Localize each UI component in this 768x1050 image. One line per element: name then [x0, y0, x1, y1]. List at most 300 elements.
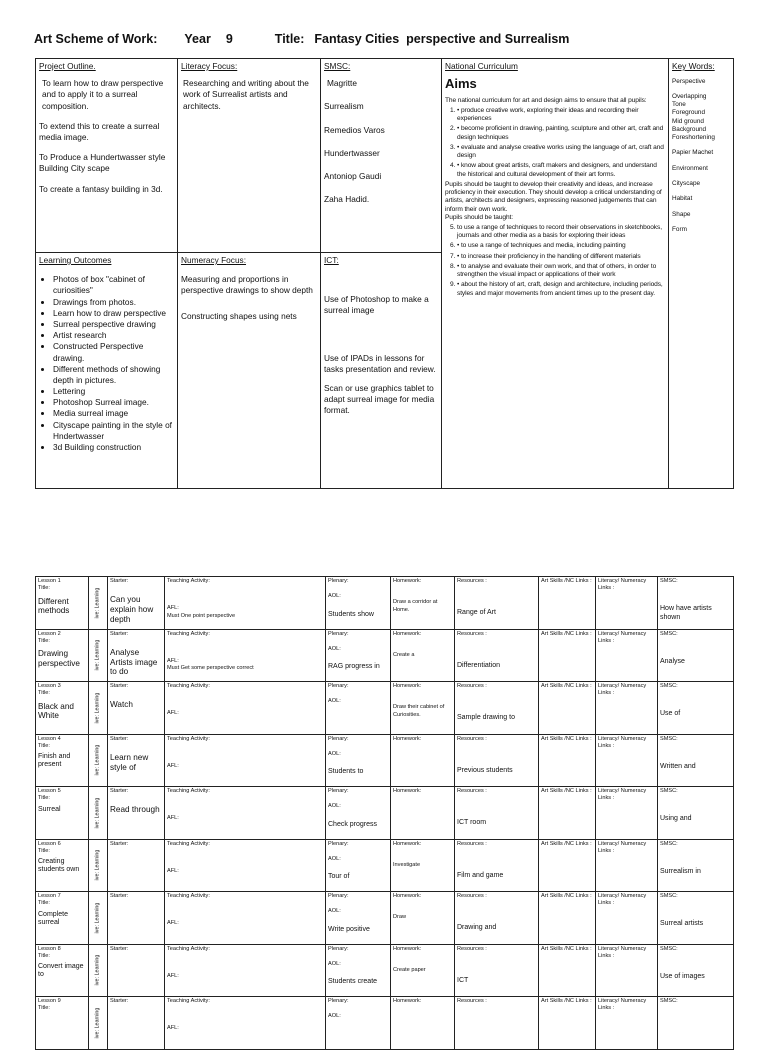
plenary-text: Students to	[328, 768, 364, 776]
homework-label: Homework:	[393, 945, 422, 952]
literacy-numeracy-cell	[596, 787, 658, 840]
lesson-row	[36, 839, 734, 892]
homework-cell	[391, 629, 455, 682]
literacy-numeracy-cell	[596, 892, 658, 945]
lesson-title-label: Title:	[38, 847, 50, 854]
homework-label: Homework:	[393, 630, 422, 637]
objective-vertical-label: ive: Learning	[94, 692, 101, 724]
aol-label: AOL:	[328, 750, 341, 757]
outcome-item: • Photos of box "cabinet of curiosities"	[53, 274, 174, 296]
resources-label: Resources :	[457, 945, 487, 952]
aol-label: AOL:	[328, 593, 341, 600]
smsc-item: Antoniop Gaudi	[324, 170, 382, 181]
starter-label: Starter:	[110, 683, 129, 689]
objective-vertical-cell	[89, 787, 108, 840]
objective-vertical-label: ive: Learning	[94, 587, 101, 619]
key-word: Perspective	[672, 78, 706, 86]
learning-outcomes-cell	[36, 253, 178, 489]
smsc-lesson-cell	[658, 839, 734, 892]
smsc-lesson-cell	[658, 892, 734, 945]
lesson-title-cell	[36, 892, 89, 945]
plenary-label: Plenary:	[328, 578, 349, 584]
resources-label: Resources :	[457, 630, 487, 637]
smsc-lesson-label: SMSC:	[660, 683, 678, 689]
homework-label: Homework:	[393, 683, 422, 689]
art-skills-cell	[539, 997, 596, 1050]
smsc-lesson-cell	[658, 577, 734, 630]
starter-text: Can you explain how depth	[110, 595, 154, 624]
scheme-label: Art Scheme of Work:	[34, 32, 158, 46]
objective-vertical-cell	[89, 839, 108, 892]
smsc-lesson-label: SMSC:	[660, 578, 678, 584]
resources-text: Film and game	[457, 871, 504, 879]
document-header	[34, 32, 569, 46]
lesson-title: Convert image to	[38, 963, 84, 979]
taught-item: 5. to use a range of techniques to record their observations in sketchbooks, journals and other media as a basis for exploring their ideas	[457, 224, 665, 240]
homework-cell	[391, 944, 455, 997]
starter-cell	[108, 577, 165, 630]
lesson-title: Complete surreal	[38, 910, 68, 926]
key-word: Papier Machet	[672, 149, 714, 157]
plenary-cell	[326, 892, 391, 945]
taught-label: Pupils should be taught:	[445, 213, 513, 221]
lesson-row	[36, 734, 734, 787]
lesson-number: Lesson 2	[38, 630, 61, 637]
homework-cell	[391, 892, 455, 945]
literacy-numeracy-label: Literacy/ Numeracy Links :	[598, 945, 647, 959]
plenary-cell	[326, 734, 391, 787]
lesson-title-cell	[36, 839, 89, 892]
objective-vertical-cell	[89, 734, 108, 787]
starter-label: Starter:	[110, 788, 129, 794]
literacy-numeracy-label: Literacy/ Numeracy Links :	[598, 683, 647, 697]
aol-label: AOL:	[328, 908, 341, 915]
objective-vertical-cell	[89, 944, 108, 997]
literacy-numeracy-cell	[596, 734, 658, 787]
afl-label: AFL:	[167, 867, 179, 874]
plenary-text: RAG progress in	[328, 663, 380, 671]
resources-text: Range of Art	[457, 609, 496, 617]
resources-label: Resources :	[457, 735, 487, 742]
plenary-cell	[326, 682, 391, 735]
starter-text: Learn new style of	[110, 752, 149, 772]
starter-cell	[108, 787, 165, 840]
literacy-numeracy-label: Literacy/ Numeracy Links :	[598, 735, 647, 749]
lesson-number: Lesson 1	[38, 578, 61, 584]
starter-text: Read through	[110, 805, 160, 815]
smsc-lesson-text: Using and	[660, 815, 692, 823]
homework-cell	[391, 997, 455, 1050]
lesson-title-cell	[36, 734, 89, 787]
afl-text: Must Get some perspective correct	[167, 665, 254, 672]
plenary-cell	[326, 839, 391, 892]
outcome-item: • Artist research	[53, 330, 174, 341]
homework-text: Draw a corridor at Home.	[393, 599, 438, 613]
lesson-title: Surreal	[38, 805, 61, 813]
key-word: Foreshortening	[672, 134, 715, 142]
aim-item: 2. • become proficient in drawing, painting, sculpture and other art, craft and design techniques	[457, 125, 665, 141]
lesson-title-label: Title:	[38, 900, 50, 907]
art-skills-cell	[539, 734, 596, 787]
overview-table	[35, 58, 734, 489]
resources-text: Differentiation	[457, 661, 501, 669]
afl-label: AFL:	[167, 605, 179, 612]
lesson-number: Lesson 9	[38, 998, 61, 1004]
title-value: Fantasy Cities perspective and Surrealism	[314, 32, 570, 46]
smsc-lesson-label: SMSC:	[660, 840, 678, 847]
literacy-numeracy-label: Literacy/ Numeracy Links :	[598, 788, 647, 802]
ict-cell	[321, 253, 442, 489]
key-word: Shape	[672, 210, 691, 218]
outcome-item: • Drawings from photos.	[53, 297, 174, 308]
homework-cell	[391, 839, 455, 892]
resources-cell	[455, 734, 539, 787]
smsc-lesson-label: SMSC:	[660, 998, 678, 1004]
homework-label: Homework:	[393, 788, 422, 794]
lesson-number: Lesson 7	[38, 893, 61, 899]
outcome-item: • Photoshop Surreal image.	[53, 397, 174, 408]
outcome-item: • Surreal perspective drawing	[53, 319, 174, 330]
lesson-title-cell	[36, 944, 89, 997]
plenary-label: Plenary:	[328, 630, 349, 637]
literacy-numeracy-label: Literacy/ Numeracy Links :	[598, 893, 647, 907]
resources-cell	[455, 997, 539, 1050]
homework-label: Homework:	[393, 578, 422, 584]
national-curriculum-heading: National Curriculum	[445, 61, 518, 71]
teaching-cell	[165, 944, 326, 997]
art-skills-cell	[539, 577, 596, 630]
plenary-cell	[326, 629, 391, 682]
art-skills-label: Art Skills /NC Links :	[541, 840, 592, 847]
smsc-lesson-text: Use of images	[660, 972, 705, 980]
homework-label: Homework:	[393, 998, 422, 1004]
literacy-focus-cell	[178, 59, 321, 253]
teaching-label: Teaching Activity:	[167, 683, 210, 689]
objective-vertical-label: ive: Learning	[94, 744, 101, 776]
resources-text: ICT room	[457, 819, 487, 827]
resources-cell	[455, 787, 539, 840]
teaching-label: Teaching Activity:	[167, 893, 210, 899]
objective-vertical-cell	[89, 629, 108, 682]
lesson-row	[36, 892, 734, 945]
smsc-heading: SMSC:	[324, 61, 351, 71]
plenary-cell	[326, 577, 391, 630]
teaching-cell	[165, 787, 326, 840]
art-skills-label: Art Skills /NC Links :	[541, 630, 592, 637]
title-label: Title:	[274, 32, 305, 46]
starter-cell	[108, 997, 165, 1050]
starter-label: Starter:	[110, 578, 129, 584]
smsc-item: Magritte	[327, 78, 357, 89]
homework-text: Create a	[393, 651, 415, 658]
homework-text: Create paper	[393, 966, 426, 973]
smsc-lesson-label: SMSC:	[660, 735, 678, 742]
numeracy-focus-heading: Numeracy Focus:	[181, 255, 247, 265]
learning-outcomes-heading: Learning Outcomes	[39, 255, 112, 265]
objective-vertical-cell	[89, 997, 108, 1050]
objective-vertical-label: ive: Learning	[94, 902, 101, 934]
taught-item: 9. • about the history of art, craft, design and architecture, including periods, styles and major movements from ancient times up to the present day.	[457, 281, 665, 297]
homework-cell	[391, 577, 455, 630]
aol-label: AOL:	[328, 855, 341, 862]
plenary-text: Students show	[328, 610, 374, 618]
aol-label: AOL:	[328, 698, 341, 705]
teaching-label: Teaching Activity:	[167, 945, 210, 952]
lesson-title-label: Title:	[38, 585, 50, 592]
lesson-title: Drawing perspective	[38, 649, 80, 668]
lessons-table	[35, 576, 734, 1050]
homework-cell	[391, 682, 455, 735]
lesson-row	[36, 787, 734, 840]
plenary-cell	[326, 787, 391, 840]
plenary-label: Plenary:	[328, 840, 349, 847]
objective-vertical-cell	[89, 682, 108, 735]
outline-paragraph: To learn how to draw perspective and to apply it to a surreal composition.	[42, 78, 164, 111]
afl-label: AFL:	[167, 815, 179, 822]
smsc-lesson-text: Use of	[660, 710, 681, 718]
plenary-label: Plenary:	[328, 788, 349, 794]
resources-label: Resources :	[457, 578, 487, 584]
lesson-title-label: Title:	[38, 637, 50, 644]
starter-label: Starter:	[110, 630, 129, 637]
art-skills-cell	[539, 629, 596, 682]
resources-text: Previous students	[457, 766, 513, 774]
aol-label: AOL:	[328, 645, 341, 652]
outline-paragraph: To create a fantasy building in 3d.	[39, 183, 163, 194]
ict-paragraph: Use of IPADs in lessons for tasks presentation and review.	[324, 352, 436, 374]
literacy-numeracy-label: Literacy/ Numeracy Links :	[598, 840, 647, 854]
aol-label: AOL:	[328, 960, 341, 967]
outcome-item: • Constructed Perspective drawing.	[53, 341, 174, 363]
outline-paragraph: To Produce a Hundertwasser style Building City scape	[39, 152, 166, 174]
key-word: Background	[672, 125, 707, 133]
numeracy-focus-cell	[178, 253, 321, 489]
art-skills-cell	[539, 787, 596, 840]
starter-label: Starter:	[110, 840, 129, 847]
literacy-numeracy-cell	[596, 629, 658, 682]
resources-text: Drawing and	[457, 924, 497, 932]
art-skills-label: Art Skills /NC Links :	[541, 945, 592, 952]
key-words-list	[672, 78, 730, 234]
smsc-cell	[321, 59, 442, 253]
smsc-lesson-label: SMSC:	[660, 630, 678, 637]
outcome-item: • Different methods of showing depth in pictures.	[53, 364, 174, 386]
lesson-row	[36, 997, 734, 1050]
literacy-numeracy-cell	[596, 839, 658, 892]
homework-text: Investigate	[393, 861, 421, 868]
starter-label: Starter:	[110, 945, 129, 952]
starter-cell	[108, 839, 165, 892]
project-outline-cell	[36, 59, 178, 253]
starter-text: Analyse Artists image to do	[110, 647, 158, 677]
smsc-item: Hundertwasser	[324, 147, 380, 158]
plenary-cell	[326, 997, 391, 1050]
outcome-item: • Lettering	[53, 386, 174, 397]
aol-label: AOL:	[328, 1013, 341, 1020]
key-word: Tone	[672, 100, 686, 108]
plenary-text: Students create	[328, 978, 378, 986]
homework-cell	[391, 734, 455, 787]
teaching-cell	[165, 734, 326, 787]
smsc-lesson-cell	[658, 734, 734, 787]
literacy-focus-text: Researching and writing about the work of Surrealist artists and architects.	[183, 78, 309, 111]
smsc-lesson-label: SMSC:	[660, 945, 678, 952]
starter-cell	[108, 892, 165, 945]
teaching-cell	[165, 682, 326, 735]
project-outline-heading: Project Outline.	[39, 61, 96, 71]
lesson-title: Black and White	[38, 701, 74, 721]
homework-label: Homework:	[393, 893, 422, 899]
resources-label: Resources :	[457, 893, 487, 899]
afl-label: AFL:	[167, 762, 179, 769]
lesson-title: Different methods	[38, 596, 70, 616]
key-word: Habitat	[672, 195, 693, 203]
lesson-number: Lesson 3	[38, 683, 61, 689]
objective-vertical-label: ive: Learning	[94, 954, 101, 986]
homework-text: Draw	[393, 914, 407, 921]
lesson-title-cell	[36, 787, 89, 840]
art-skills-label: Art Skills /NC Links :	[541, 683, 592, 689]
resources-cell	[455, 577, 539, 630]
objective-vertical-label: ive: Learning	[94, 849, 101, 881]
smsc-lesson-text: How have artists shown	[660, 605, 712, 621]
taught-item: 6. • to use a range of techniques and media, including painting	[457, 242, 665, 250]
aol-label: AOL:	[328, 803, 341, 810]
smsc-item: Zaha Hadid.	[324, 194, 370, 205]
lesson-number: Lesson 6	[38, 840, 61, 847]
lesson-title-label: Title:	[38, 690, 50, 697]
ict-heading: ICT:	[324, 255, 339, 265]
lesson-title-label: Title:	[38, 795, 50, 802]
key-words-heading: Key Words:	[672, 61, 715, 71]
literacy-numeracy-cell	[596, 682, 658, 735]
smsc-lesson-cell	[658, 682, 734, 735]
lesson-row	[36, 682, 734, 735]
aims-title: Aims	[445, 76, 477, 92]
learning-outcomes-list	[39, 274, 174, 453]
starter-label: Starter:	[110, 893, 129, 899]
plenary-text: Check progress	[328, 820, 378, 828]
resources-label: Resources :	[457, 683, 487, 689]
homework-label: Homework:	[393, 840, 422, 847]
afl-label: AFL:	[167, 657, 179, 664]
art-skills-cell	[539, 944, 596, 997]
aim-item: 1. • produce creative work, exploring their ideas and recording their experiences	[457, 107, 665, 123]
lesson-title-label: Title:	[38, 1005, 50, 1012]
teaching-label: Teaching Activity:	[167, 998, 210, 1004]
smsc-lesson-label: SMSC:	[660, 893, 678, 899]
year-value: 9	[225, 32, 233, 46]
key-word: Cityscape	[672, 180, 701, 188]
starter-text: Watch	[110, 700, 133, 710]
lesson-title-label: Title:	[38, 742, 50, 749]
aim-item: 3. • evaluate and analyse creative works using the language of art, craft and design	[457, 144, 665, 160]
curriculum-body	[445, 97, 665, 298]
art-skills-label: Art Skills /NC Links :	[541, 735, 592, 742]
lesson-title-cell	[36, 682, 89, 735]
afl-label: AFL:	[167, 972, 179, 979]
outcome-item: • Learn how to draw perspective	[53, 308, 174, 319]
plenary-text: Write positive	[328, 925, 370, 933]
literacy-numeracy-cell	[596, 997, 658, 1050]
smsc-lesson-text: Surreal artists	[660, 920, 704, 928]
curriculum-paragraph: Pupils should be taught to develop their creativity and ideas, and increase proficiency in their execution. They should develop a critical understanding of artists, architects and designers, expressing reasoned judgements that can inform their own work.	[445, 180, 662, 213]
afl-label: AFL:	[167, 920, 179, 927]
lesson-title-label: Title:	[38, 952, 50, 959]
starter-cell	[108, 734, 165, 787]
plenary-text: Tour of	[328, 873, 350, 881]
resources-text: ICT	[457, 976, 469, 984]
teaching-label: Teaching Activity:	[167, 578, 210, 584]
teaching-label: Teaching Activity:	[167, 630, 210, 637]
resources-cell	[455, 629, 539, 682]
literacy-focus-heading: Literacy Focus:	[181, 61, 238, 71]
outcome-item: • Media surreal image	[53, 408, 174, 419]
smsc-lesson-label: SMSC:	[660, 788, 678, 794]
smsc-lesson-cell	[658, 944, 734, 997]
national-curriculum-cell	[442, 59, 669, 489]
smsc-lesson-text: Surrealism in	[660, 867, 701, 875]
art-skills-cell	[539, 682, 596, 735]
aim-item: 4. • know about great artists, craft makers and designers, and understand the historical and cultural development of their art forms.	[457, 162, 665, 178]
objective-vertical-cell	[89, 577, 108, 630]
ict-paragraph: Scan or use graphics tablet to adapt surreal image for media format.	[324, 382, 435, 416]
taught-item: 8. • to analyse and evaluate their own work, and that of others, in order to strengthen the visual impact or applications of their work	[457, 263, 665, 279]
smsc-lesson-text: Analyse	[660, 657, 685, 665]
objective-vertical-cell	[89, 892, 108, 945]
homework-label: Homework:	[393, 735, 422, 742]
key-word: Mid ground	[672, 117, 704, 125]
objective-vertical-label: ive: Learning	[94, 797, 101, 829]
curriculum-intro: The national curriculum for art and design aims to ensure that all pupils:	[445, 96, 647, 104]
lesson-title-cell	[36, 997, 89, 1050]
key-word: Environment	[672, 164, 708, 172]
outline-paragraph: To extend this to create a surreal media image.	[39, 120, 160, 142]
smsc-lesson-cell	[658, 629, 734, 682]
lesson-title: Creating students own	[38, 858, 80, 874]
teaching-label: Teaching Activity:	[167, 735, 210, 742]
literacy-numeracy-label: Literacy/ Numeracy Links :	[598, 998, 647, 1012]
plenary-label: Plenary:	[328, 893, 349, 899]
literacy-numeracy-cell	[596, 577, 658, 630]
smsc-lesson-text: Written and	[660, 762, 696, 770]
art-skills-label: Art Skills /NC Links :	[541, 998, 592, 1004]
plenary-label: Plenary:	[328, 945, 349, 952]
starter-cell	[108, 682, 165, 735]
starter-label: Starter:	[110, 735, 129, 742]
resources-cell	[455, 944, 539, 997]
homework-text: Draw their cabinet of Curiosities.	[393, 704, 445, 718]
lesson-title-cell	[36, 629, 89, 682]
art-skills-cell	[539, 892, 596, 945]
art-skills-label: Art Skills /NC Links :	[541, 893, 592, 899]
objective-vertical-label: ive: Learning	[94, 639, 101, 671]
smsc-lesson-cell	[658, 997, 734, 1050]
resources-label: Resources :	[457, 998, 487, 1004]
lesson-number: Lesson 5	[38, 788, 61, 794]
literacy-numeracy-label: Literacy/ Numeracy Links :	[598, 578, 647, 592]
teaching-cell	[165, 629, 326, 682]
plenary-cell	[326, 944, 391, 997]
lesson-title-cell	[36, 577, 89, 630]
outcome-item: • Cityscape painting in the style of Hndertwasser	[53, 420, 174, 442]
teaching-cell	[165, 839, 326, 892]
starter-cell	[108, 629, 165, 682]
literacy-numeracy-cell	[596, 944, 658, 997]
art-skills-label: Art Skills /NC Links :	[541, 788, 592, 794]
art-skills-cell	[539, 839, 596, 892]
key-words-cell	[669, 59, 734, 489]
